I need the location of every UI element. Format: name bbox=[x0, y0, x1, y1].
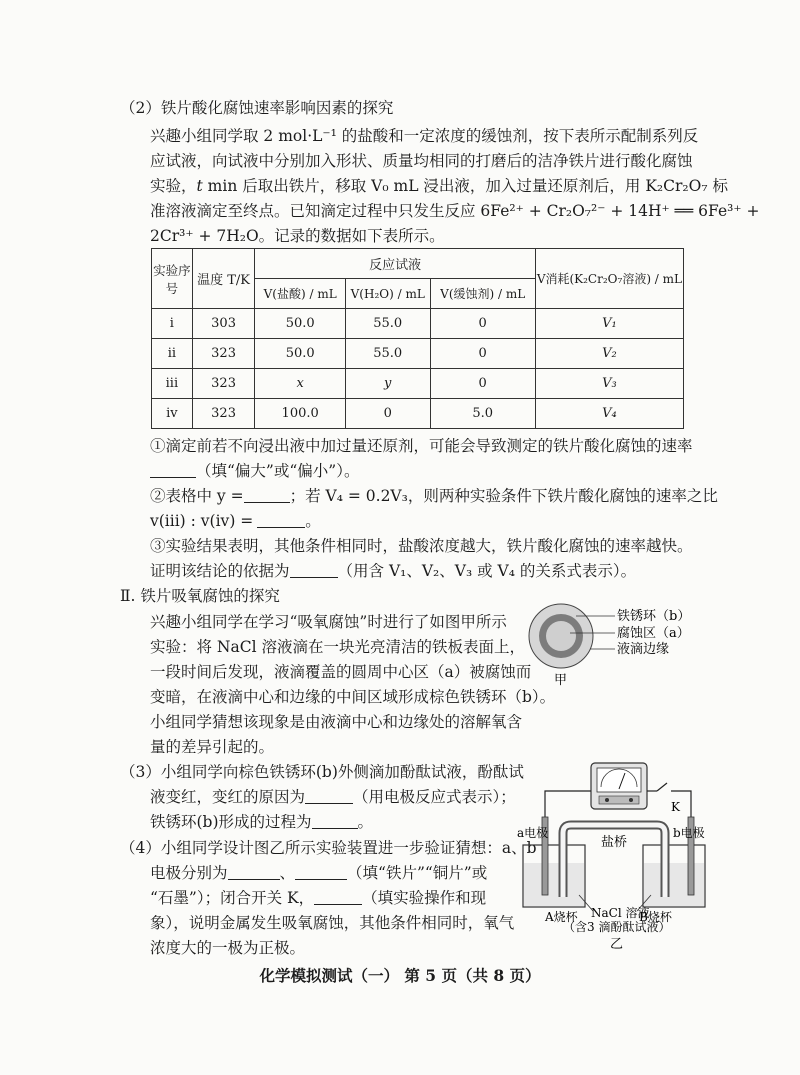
paragraph-line: 小组同学猜想该现象是由液滴中心和边缘处的溶解氧含 bbox=[150, 713, 523, 731]
galvanometer-icon bbox=[591, 763, 647, 809]
table-cell: 50.0 bbox=[255, 309, 346, 339]
question-line: ①滴定前若不向浸出液中加过量还原剂，可能会导致测定的铁片酸化腐蚀的速率 bbox=[150, 437, 693, 455]
electrode-a-label: a电极 bbox=[517, 826, 549, 840]
answer-blank[interactable] bbox=[305, 788, 353, 804]
table-cell: ii bbox=[152, 339, 193, 369]
answer-blank[interactable] bbox=[244, 487, 290, 503]
table-cell: iii bbox=[152, 369, 193, 399]
table-header-cell: 温度 T/K bbox=[192, 249, 255, 309]
figure-caption: 甲 bbox=[554, 673, 568, 688]
answer-blank[interactable] bbox=[150, 462, 196, 478]
table-cell: 5.0 bbox=[430, 399, 535, 429]
table-cell: V₁ bbox=[535, 309, 683, 339]
question-line: 象），说明金属发生吸氧腐蚀，其他条件相同时，氧气 bbox=[150, 914, 515, 932]
table-cell: V₂ bbox=[535, 339, 683, 369]
answer-blank[interactable] bbox=[290, 562, 338, 578]
solution-a bbox=[524, 863, 584, 906]
table-cell: i bbox=[152, 309, 193, 339]
question-line bbox=[150, 810, 373, 834]
table-cell: 323 bbox=[192, 339, 255, 369]
question-text: （用含 V₁、V₂、V₃ 或 V₄ 的关系式表示）。 bbox=[337, 562, 637, 580]
question-text: 电极分别为 bbox=[150, 864, 228, 882]
table-cell: V₄ bbox=[535, 399, 683, 429]
question-text: （填实验操作和现 bbox=[362, 889, 487, 907]
question-text: 铁锈环(b)形成的过程为 bbox=[150, 813, 312, 831]
data-table bbox=[151, 248, 684, 429]
question-text: ②表格中 y = bbox=[150, 487, 244, 505]
paragraph-line: 应试液，向试液中分别加入形状、质量均相同的打磨后的洁净铁片进行酸化腐蚀 bbox=[150, 152, 693, 170]
corrosion-zone bbox=[546, 621, 576, 651]
question-line bbox=[150, 509, 321, 533]
question-line: ③实验结果表明，其他条件相同时，盐酸浓度越大，铁片酸化腐蚀的速率越快。 bbox=[150, 537, 693, 555]
paragraph-line bbox=[150, 174, 728, 198]
table-cell: V₃ bbox=[535, 369, 683, 399]
page-footer: 化学模拟测试（一） 第 5 页（共 8 页） bbox=[259, 966, 541, 985]
table-cell: 0 bbox=[430, 339, 535, 369]
table-row bbox=[152, 309, 684, 339]
question-line bbox=[150, 484, 718, 508]
table-header-cell: V(H₂O) / mL bbox=[345, 279, 430, 309]
paragraph-line: 一段时间后发现，液滴覆盖的圆周中心区（a）被腐蚀而 bbox=[150, 663, 532, 681]
question-text: （填“铁片”“铜片”或 bbox=[347, 864, 488, 882]
solution-b bbox=[644, 863, 704, 906]
table-cell: x bbox=[255, 369, 346, 399]
question-line: 浓度大的一极为正极。 bbox=[150, 939, 306, 957]
answer-blank[interactable] bbox=[312, 813, 358, 829]
question-line: （3）小组同学向棕色铁锈环(b)外侧滴加酚酞试液，酚酞试 bbox=[120, 763, 524, 781]
paragraph-text: t bbox=[196, 177, 203, 195]
table-cell: 0 bbox=[345, 399, 430, 429]
table-header-cell: 反应试液 bbox=[255, 249, 535, 279]
label-rust-ring: 铁锈环（b） bbox=[617, 609, 691, 624]
table-cell: 303 bbox=[192, 309, 255, 339]
table-header-cell: V(缓蚀剂) / mL bbox=[430, 279, 535, 309]
table-row bbox=[152, 399, 684, 429]
table-header-cell: V消耗(K₂Cr₂O₇溶液) / mL bbox=[535, 249, 683, 309]
answer-blank[interactable] bbox=[257, 512, 305, 528]
solution-label: NaCl 溶液 bbox=[591, 906, 650, 920]
figure-jia bbox=[516, 600, 706, 692]
question-line bbox=[150, 886, 486, 910]
table-cell: y bbox=[345, 369, 430, 399]
answer-blank[interactable] bbox=[295, 864, 347, 880]
paragraph-line: 变暗，在液滴中心和边缘的中间区域形成棕色铁锈环（b）。 bbox=[150, 688, 556, 706]
paragraph-line: 量的差异引起的。 bbox=[150, 738, 275, 756]
section-heading: （2）铁片酸化腐蚀速率影响因素的探究 bbox=[120, 99, 394, 117]
question-text: 液变红，变红的原因为 bbox=[150, 788, 306, 806]
answer-blank[interactable] bbox=[228, 864, 280, 880]
paragraph-line: 兴趣小组同学在学习“吸氧腐蚀”时进行了如图甲所示 bbox=[150, 613, 507, 631]
table-cell: iv bbox=[152, 399, 193, 429]
label-droplet-edge: 液滴边缘 bbox=[617, 642, 670, 657]
paragraph-line: 兴趣小组同学取 2 mol·L⁻¹ 的盐酸和一定浓度的缓蚀剂，按下表所示配制系列反 bbox=[150, 127, 699, 145]
table-cell: 100.0 bbox=[255, 399, 346, 429]
beaker-b-label: B烧杯 bbox=[639, 910, 672, 924]
salt-bridge-label: 盐桥 bbox=[601, 835, 628, 850]
switch-k bbox=[657, 783, 667, 791]
table-cell: 50.0 bbox=[255, 339, 346, 369]
question-text: 。 bbox=[305, 512, 321, 530]
question-text: 。 bbox=[357, 813, 374, 831]
beaker-a-label: A烧杯 bbox=[545, 910, 578, 924]
table-header-cell: V(盐酸) / mL bbox=[255, 279, 346, 309]
question-text: ；若 V₄ = 0.2V₃，则两种实验条件下铁片酸化腐蚀的速率之比 bbox=[289, 487, 718, 505]
table-cell: 55.0 bbox=[345, 339, 430, 369]
paragraph-text: min 后取出铁片，移取 V₀ mL 浸出液，加入过量还原剂后，用 K₂Cr₂O₇ 标 bbox=[202, 177, 728, 195]
table-cell: 55.0 bbox=[345, 309, 430, 339]
table-cell: 323 bbox=[192, 399, 255, 429]
question-line bbox=[150, 861, 487, 885]
question-text: v(iii) : v(iv) = bbox=[150, 512, 254, 530]
paragraph-line: 实验：将 NaCl 溶液滴在一块光亮清洁的铁板表面上， bbox=[150, 638, 525, 656]
question-line bbox=[150, 785, 516, 809]
table-header-cell: 实验序号 bbox=[152, 249, 193, 309]
label-corrosion-zone: 腐蚀区（a） bbox=[617, 626, 690, 641]
question-line: （4）小组同学设计图乙所示实验装置进一步验证猜想：a、b bbox=[120, 839, 537, 857]
question-line bbox=[150, 559, 636, 583]
solution-note: （含3 滴酚酞试液） bbox=[563, 920, 671, 934]
switch-label: K bbox=[671, 800, 680, 814]
table-cell: 323 bbox=[192, 369, 255, 399]
table-row bbox=[152, 369, 684, 399]
paragraph-line: 2Cr³⁺ + 7H₂O。记录的数据如下表所示。 bbox=[150, 227, 445, 245]
paragraph-line: 准溶液滴定至终点。已知滴定过程中只发生反应 6Fe²⁺ + Cr₂O₇²⁻ + 14H⁺ ══ 6Fe³⁺ + bbox=[150, 202, 760, 220]
table-cell: 0 bbox=[430, 309, 535, 339]
question-text: 证明该结论的依据为 bbox=[150, 562, 290, 580]
table-row bbox=[152, 339, 684, 369]
question-text: 、 bbox=[279, 864, 296, 882]
table-cell: 0 bbox=[430, 369, 535, 399]
question-text: （填“偏大”或“偏小”）。 bbox=[196, 462, 360, 480]
question-text: （用电极反应式表示）； bbox=[353, 788, 516, 806]
figure-caption: 乙 bbox=[610, 937, 624, 951]
wire bbox=[545, 791, 591, 819]
answer-blank[interactable] bbox=[314, 889, 362, 905]
question-line bbox=[150, 459, 359, 483]
electrode-b-label: b电极 bbox=[673, 826, 705, 840]
section-heading: Ⅱ. 铁片吸氧腐蚀的探究 bbox=[120, 587, 280, 605]
question-text: “石墨”）；闭合开关 K， bbox=[150, 889, 315, 907]
figure-yi bbox=[515, 755, 715, 951]
paragraph-text: 实验， bbox=[150, 177, 197, 195]
